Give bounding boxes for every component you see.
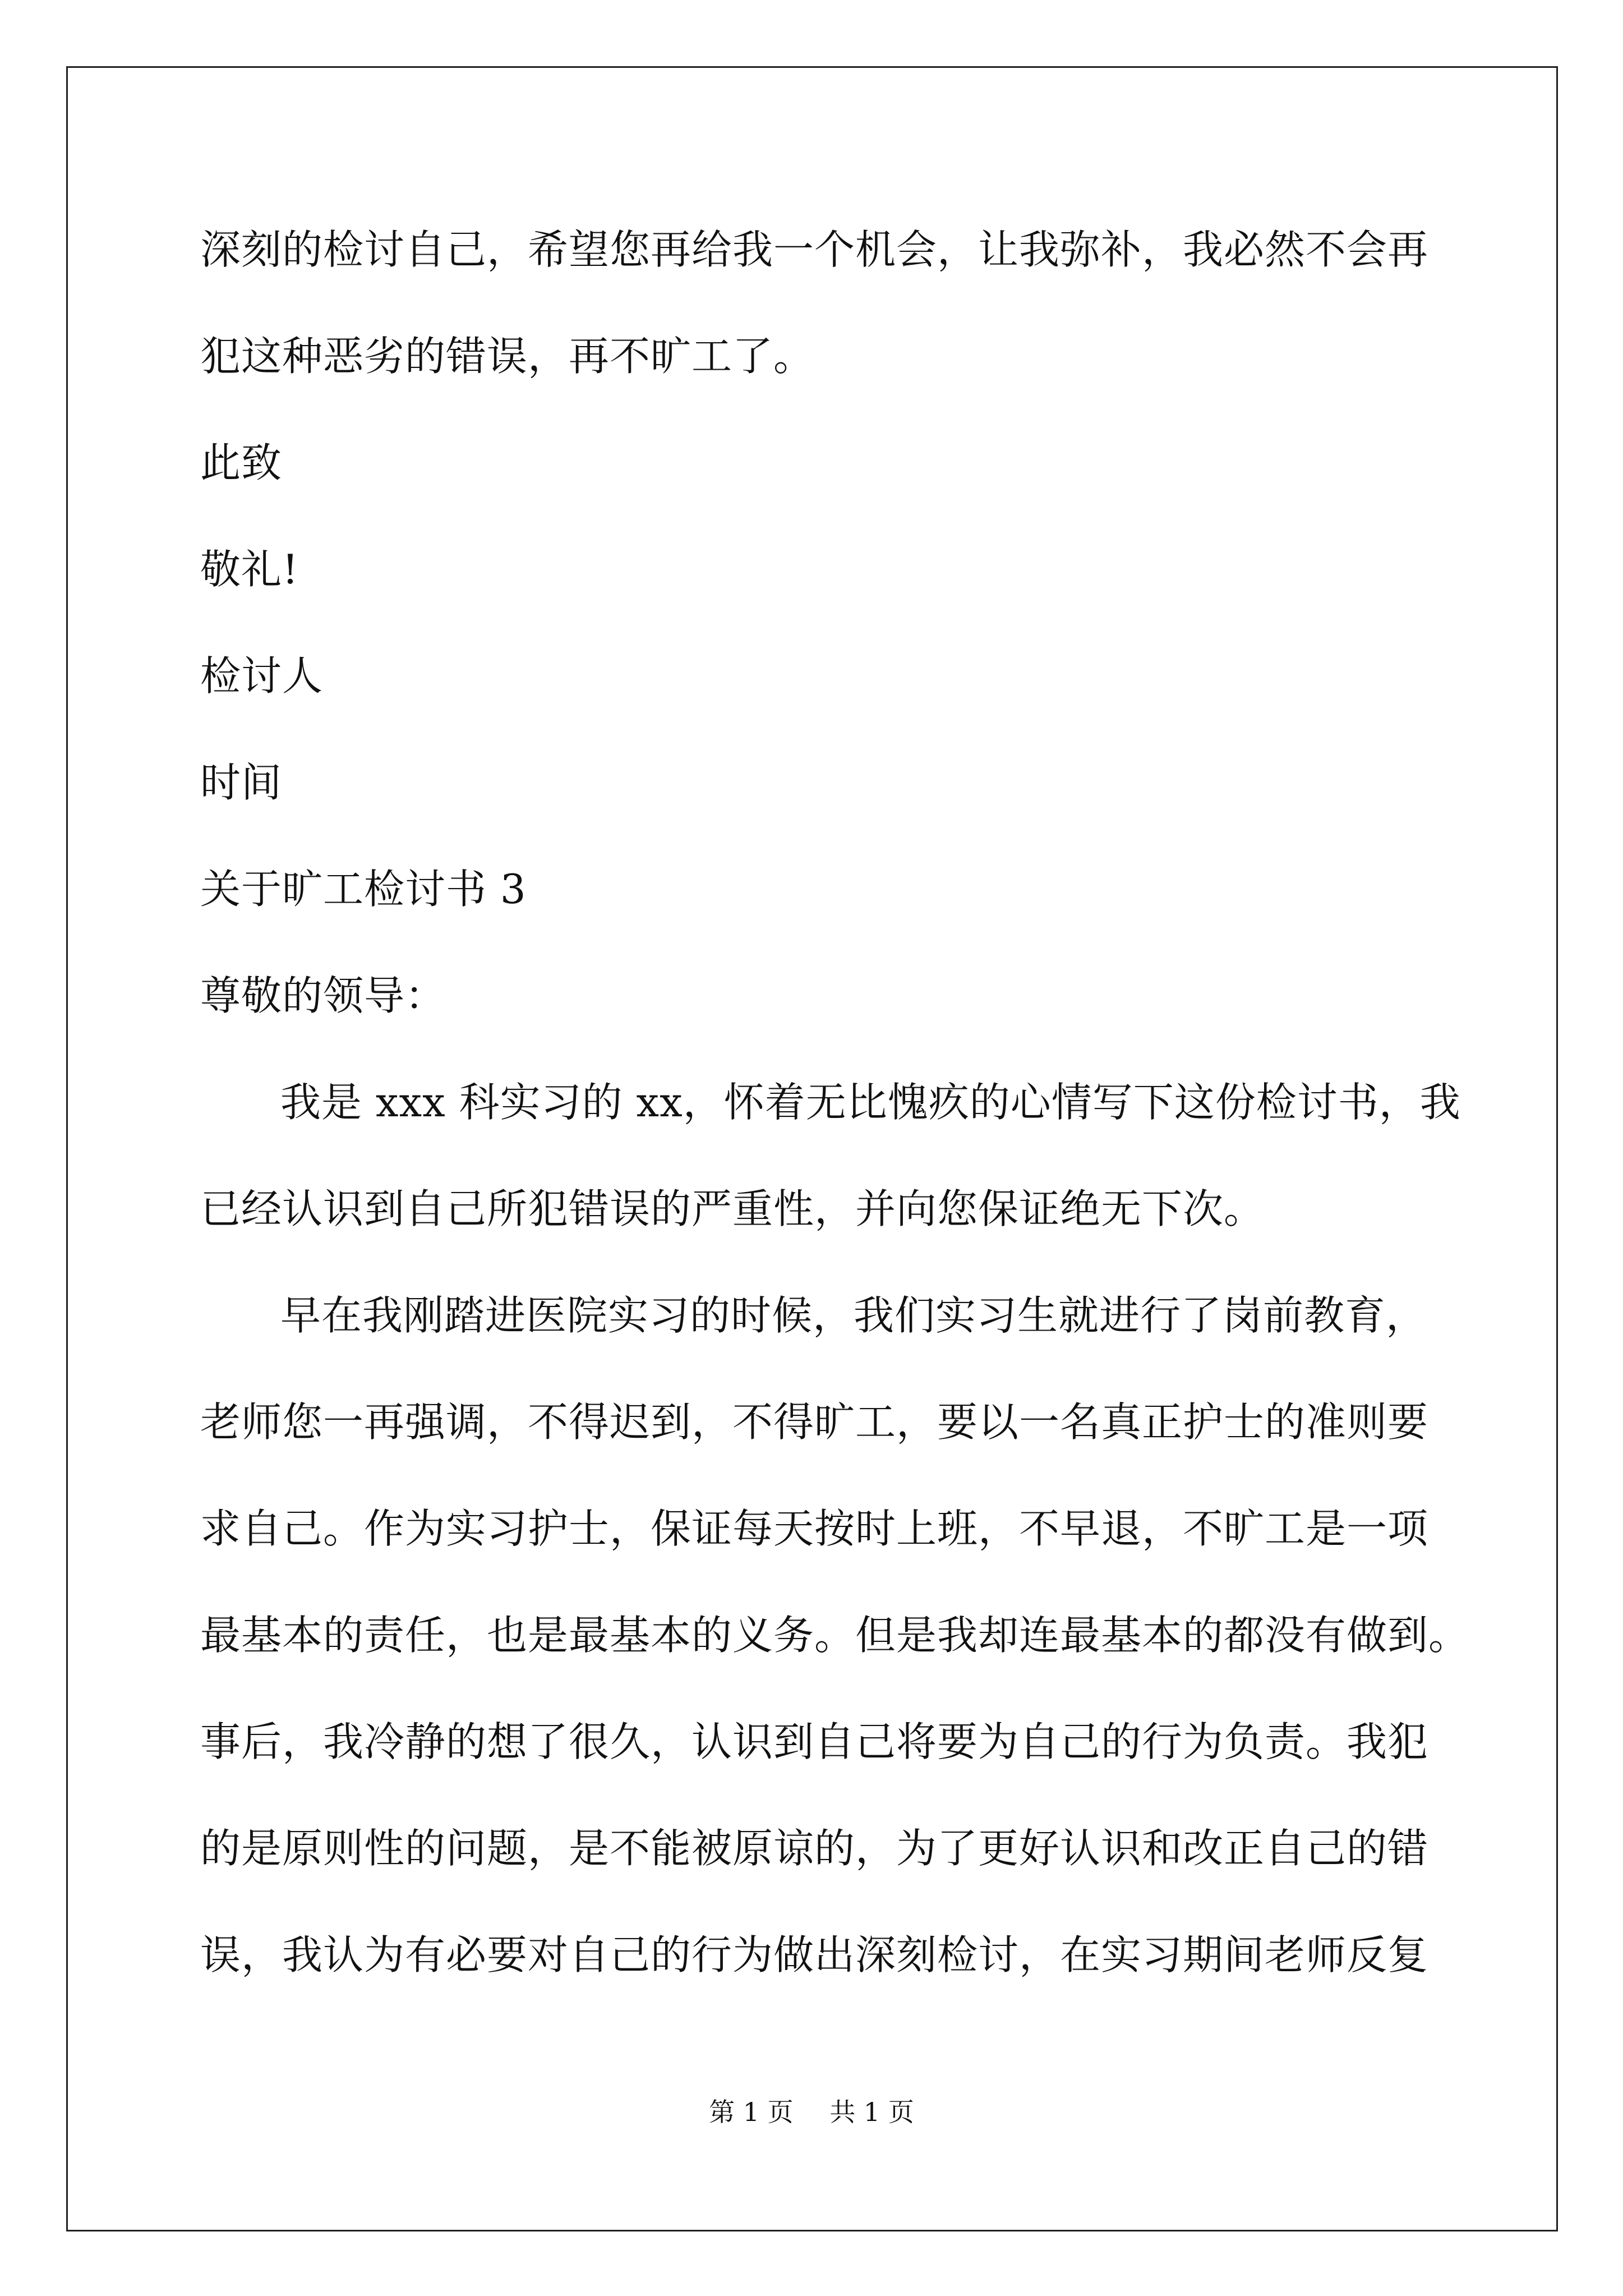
text-line: 最基本的责任，也是最基本的义务。但是我却连最基本的都没有做到。 — [200, 1612, 1470, 1659]
text-line: 事后，我冷静的想了很久，认识到自己将要为自己的行为负责。我犯 — [200, 1718, 1429, 1765]
signature-label: 检讨人 — [200, 652, 324, 700]
text-line: 已经认识到自己所犯错误的严重性，并向您保证绝无下次。 — [200, 1185, 1265, 1232]
closing-salutation: 此致 — [200, 439, 283, 486]
closing-regards: 敬礼! — [200, 546, 299, 593]
page-border — [66, 66, 1558, 2231]
text-line: 早在我刚踏进医院实习的时候，我们实习生就进行了岗前教育， — [280, 1292, 1427, 1339]
text-line: 我是 xxx 科实习的 xx，怀着无比愧疚的心情写下这份检讨书，我 — [280, 1079, 1461, 1126]
page-total: 共 1 页 — [829, 2097, 914, 2127]
date-label: 时间 — [200, 759, 283, 806]
text-line: 老师您一再强调，不得迟到，不得旷工，要以一名真正护士的准则要 — [200, 1398, 1429, 1446]
text-line: 犯这种恶劣的错误，再不旷工了。 — [200, 333, 815, 380]
text-line: 的是原则性的问题，是不能被原谅的，为了更好认识和改正自己的错 — [200, 1825, 1429, 1872]
greeting: 尊敬的领导： — [200, 972, 446, 1019]
page-number: 第 1 页 — [709, 2097, 794, 2127]
text-line: 误，我认为有必要对自己的行为做出深刻检讨，在实习期间老师反复 — [200, 1931, 1429, 1978]
section-title: 关于旷工检讨书 3 — [200, 866, 527, 913]
text-line: 深刻的检讨自己，希望您再给我一个机会，让我弥补，我必然不会再 — [200, 226, 1429, 273]
page-footer — [0, 2095, 1623, 2129]
text-line: 求自己。作为实习护士，保证每天按时上班，不早退，不旷工是一项 — [200, 1505, 1429, 1552]
